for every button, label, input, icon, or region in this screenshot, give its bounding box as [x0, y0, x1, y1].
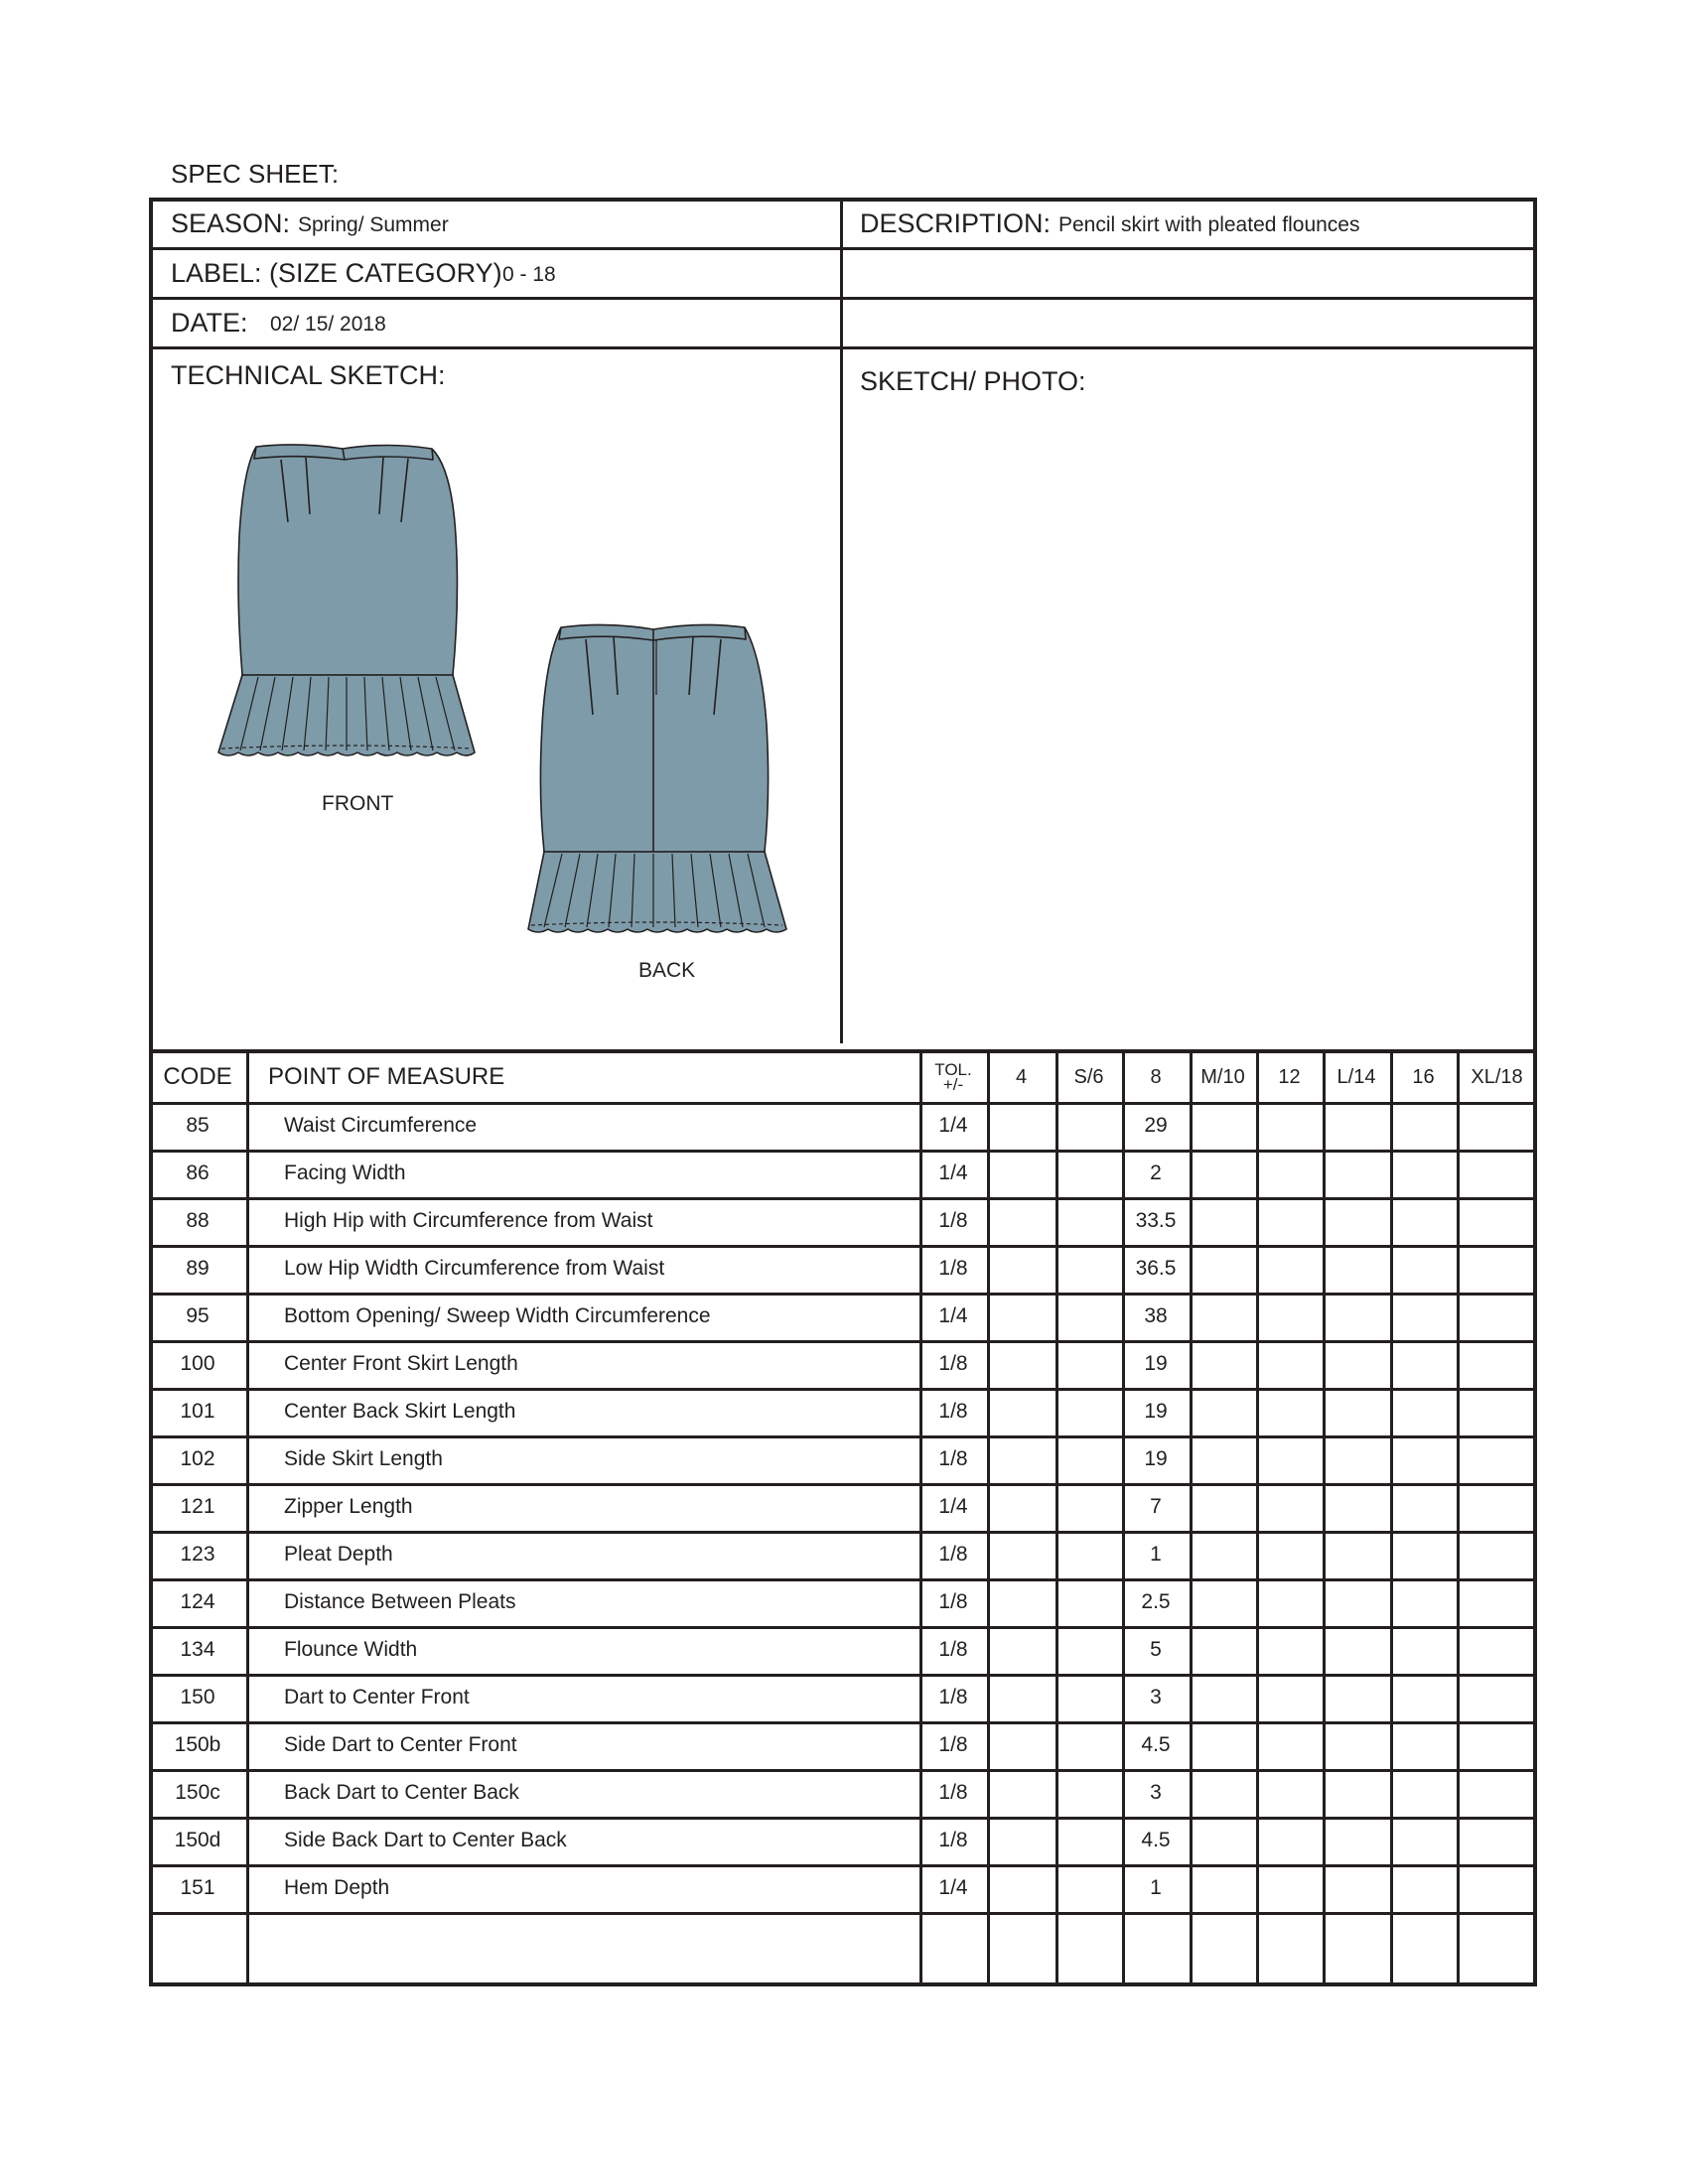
size-header: 4 — [1015, 1065, 1028, 1088]
table-gridline — [1055, 1051, 1058, 1986]
size8-cell: 5 — [1150, 1638, 1162, 1661]
pom-cell: Zipper Length — [284, 1495, 413, 1518]
code-cell: 150c — [175, 1781, 220, 1804]
size-header: L/14 — [1336, 1065, 1376, 1088]
description-value: Pencil skirt with pleated flounces — [1058, 213, 1360, 236]
pom-cell: Low Hip Width Circumference from Waist — [284, 1257, 665, 1280]
pom-cell: Flounce Width — [284, 1638, 418, 1661]
pom-cell: Side Back Dart to Center Back — [284, 1829, 567, 1851]
size8-cell: 19 — [1144, 1352, 1168, 1375]
table-gridline — [149, 1912, 1537, 1915]
size-header: S/6 — [1073, 1065, 1104, 1088]
table-gridline — [1256, 1051, 1259, 1986]
table-gridline — [1457, 1051, 1460, 1986]
code-cell: 151 — [180, 1876, 215, 1899]
code-cell: 134 — [180, 1638, 215, 1661]
code-cell: 88 — [186, 1209, 210, 1232]
tol-cell: 1/4 — [938, 1495, 968, 1518]
code-cell: 150d — [174, 1829, 221, 1851]
pom-cell: Pleat Depth — [284, 1543, 393, 1566]
code-cell: 123 — [180, 1543, 215, 1566]
size8-cell: 3 — [1150, 1781, 1162, 1804]
pom-cell: Hem Depth — [284, 1876, 390, 1899]
technical-sketch-label: TECHNICAL SKETCH: — [171, 360, 446, 390]
code-cell: 150b — [174, 1733, 221, 1756]
size-header: XL/18 — [1471, 1065, 1523, 1088]
front-caption: FRONT — [322, 792, 394, 815]
pom-cell: Center Back Skirt Length — [284, 1400, 516, 1423]
size8-cell: 38 — [1144, 1304, 1168, 1327]
pom-cell: Back Dart to Center Back — [284, 1781, 519, 1804]
size8-cell: 2.5 — [1141, 1590, 1171, 1613]
code-cell: 150 — [180, 1686, 215, 1708]
tol-cell: 1/8 — [938, 1829, 968, 1851]
table-gridline — [987, 1051, 990, 1986]
tol-cell: 1/4 — [938, 1114, 968, 1137]
technical-sketch-drawing — [149, 397, 840, 1032]
size8-cell: 29 — [1144, 1114, 1168, 1137]
pom-cell: Bottom Opening/ Sweep Width Circumference — [284, 1304, 711, 1327]
tol-cell: 1/8 — [938, 1733, 968, 1756]
code-header: CODE — [163, 1063, 232, 1090]
date-value: 02/ 15/ 2018 — [270, 313, 386, 336]
size8-cell: 3 — [1150, 1686, 1162, 1708]
tol-cell: 1/8 — [938, 1781, 968, 1804]
tol-cell: 1/8 — [938, 1638, 968, 1661]
table-gridline — [246, 1051, 249, 1986]
tol-cell: 1/8 — [938, 1257, 968, 1280]
code-cell: 89 — [186, 1257, 210, 1280]
code-cell: 86 — [186, 1161, 210, 1184]
description-label: DESCRIPTION: — [860, 208, 1052, 238]
tol-cell: 1/8 — [938, 1209, 968, 1232]
pom-cell: Waist Circumference — [284, 1114, 478, 1137]
size-header: 8 — [1150, 1065, 1162, 1088]
divider — [149, 1049, 1537, 1053]
pom-cell: Side Dart to Center Front — [284, 1733, 517, 1756]
sketch-photo-label: SKETCH/ PHOTO: — [860, 366, 1086, 396]
size8-cell: 1 — [1150, 1876, 1162, 1899]
size8-cell: 1 — [1150, 1543, 1162, 1566]
pom-cell: Side Skirt Length — [284, 1447, 443, 1470]
page-title: SPEC SHEET: — [171, 159, 340, 189]
size-header: M/10 — [1200, 1065, 1245, 1088]
tol-header-line1: TOL. — [934, 1060, 972, 1079]
code-cell: 100 — [180, 1352, 215, 1375]
size-category-label: LABEL: (SIZE CATEGORY) — [171, 258, 502, 288]
size-header: 12 — [1278, 1065, 1301, 1088]
code-cell: 85 — [186, 1114, 210, 1137]
divider — [149, 247, 1537, 250]
table-gridline — [1190, 1051, 1193, 1986]
pom-cell: Distance Between Pleats — [284, 1590, 516, 1613]
pom-cell: High Hip with Circumference from Waist — [284, 1209, 653, 1232]
pom-cell: Center Front Skirt Length — [284, 1352, 518, 1375]
tol-cell: 1/8 — [938, 1543, 968, 1566]
tol-cell: 1/8 — [938, 1400, 968, 1423]
size8-cell: 33.5 — [1135, 1209, 1177, 1232]
tol-cell: 1/8 — [938, 1686, 968, 1708]
divider — [149, 297, 1537, 300]
season-value: Spring/ Summer — [298, 213, 449, 236]
size8-cell: 19 — [1144, 1447, 1168, 1470]
code-cell: 102 — [180, 1447, 215, 1470]
season-label: SEASON: — [171, 208, 291, 238]
size-category-value: 0 - 18 — [502, 263, 556, 286]
size8-cell: 7 — [1150, 1495, 1162, 1518]
size8-cell: 4.5 — [1141, 1829, 1171, 1851]
code-cell: 121 — [180, 1495, 215, 1518]
divider — [840, 198, 843, 1043]
size8-cell: 2 — [1150, 1161, 1162, 1184]
code-cell: 95 — [186, 1304, 210, 1327]
code-cell: 124 — [180, 1590, 215, 1613]
date-label: DATE: — [171, 308, 248, 338]
size-header: 16 — [1412, 1065, 1435, 1088]
size8-cell: 19 — [1144, 1400, 1168, 1423]
back-caption: BACK — [638, 959, 696, 982]
code-cell: 101 — [180, 1400, 215, 1423]
back-skirt-body — [540, 624, 768, 852]
pom-cell: Facing Width — [284, 1161, 406, 1184]
pom-header: POINT OF MEASURE — [268, 1063, 505, 1090]
table-gridline — [1390, 1051, 1393, 1986]
table-gridline — [1323, 1051, 1326, 1986]
tol-cell: 1/4 — [938, 1304, 968, 1327]
tol-cell: 1/4 — [938, 1876, 968, 1899]
front-skirt-body — [238, 445, 457, 675]
pom-cell: Dart to Center Front — [284, 1686, 470, 1708]
tol-cell: 1/4 — [938, 1161, 968, 1184]
tol-cell: 1/8 — [938, 1447, 968, 1470]
tol-cell: 1/8 — [938, 1590, 968, 1613]
divider — [149, 346, 1537, 349]
tol-cell: 1/8 — [938, 1352, 968, 1375]
tol-header — [919, 1054, 987, 1100]
size8-cell: 4.5 — [1141, 1733, 1171, 1756]
tol-header-line2: +/- — [942, 1075, 964, 1094]
size8-cell: 36.5 — [1135, 1257, 1177, 1280]
